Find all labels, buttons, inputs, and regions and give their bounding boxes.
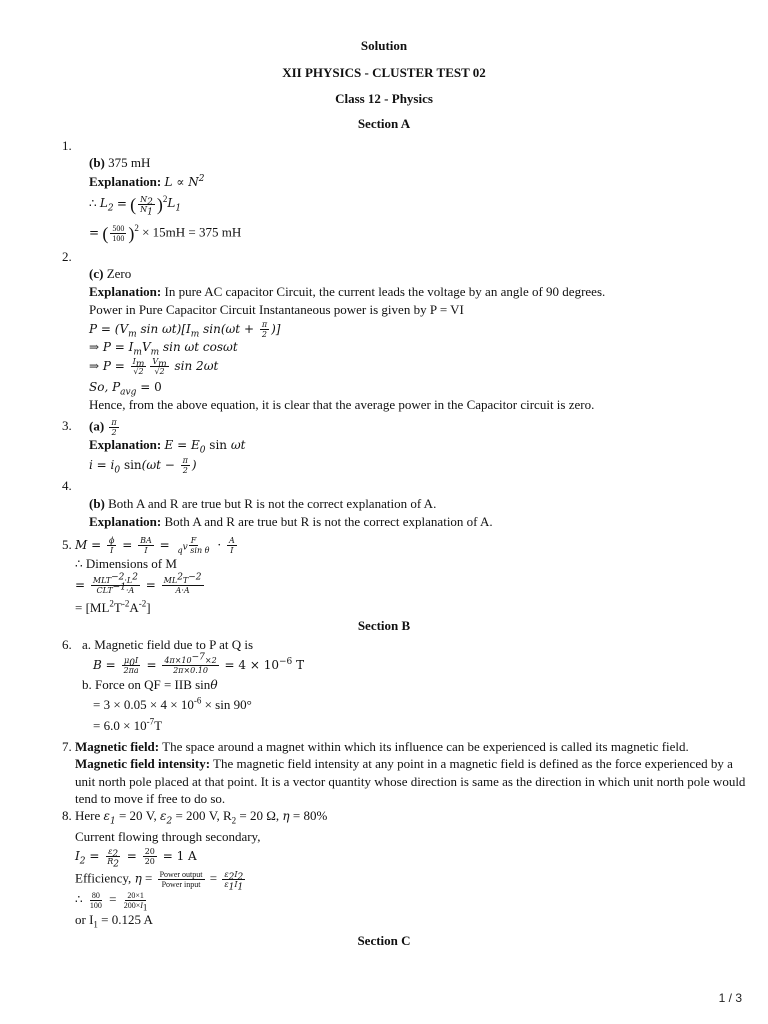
- q3-explanation: Explanation: $E = E_0$ sin ωt: [89, 437, 246, 456]
- q7-line3: unit north pole placed at that point. It is a vector quantity whose direction is same as the direction in which unit north pole would: [75, 774, 746, 789]
- q2-eq1: $P = (V_m$ $\sin \omega t)[I_m$ sin(ωt + $\frac{\pi}{2}$ )]: [89, 320, 281, 340]
- q8-current-eq: $I_2$ = $\frac{\varepsilon_2}{R_2}$ = $\frac{20}{20}$ = 1 A: [75, 847, 197, 870]
- q2-eq4: So, $P_{avg} = 0$: [89, 380, 162, 398]
- class-line: Class 12 - Physics: [335, 91, 433, 106]
- q7-line4: tend to move if free to do so.: [75, 791, 226, 806]
- q2-eq3: ⇒ P = $\frac{I_m}{√2}$ $\frac{V_m}{√2}$ sin 2ωt: [89, 357, 219, 376]
- q6-part-a: a. Magnetic field due to P at Q is: [82, 637, 254, 652]
- q5-result: = $[ML^2T^{-2}A^{-2}]$: [75, 598, 151, 615]
- section-c-heading: Section C: [357, 933, 411, 948]
- q1-answer: (b) 375 mH: [89, 155, 151, 170]
- q6-calc2: = $6.0 \times 10^{-7}T$: [93, 716, 163, 733]
- q6-calc1: = $3 \times 0.05 \times 4 \times 10^{-6} \times \sin 90^\circ$: [93, 695, 252, 712]
- q1-explanation: Explanation: $L \propto N^2$: [89, 174, 205, 189]
- q6-part-b: b. Force on QF = IIB sinθ: [82, 677, 218, 692]
- q8-current-label: Current flowing through secondary,: [75, 829, 261, 844]
- section-a-heading: Section A: [357, 116, 411, 131]
- q8-result: or $I_1 = 0.125$ A: [75, 912, 153, 930]
- section-b-heading: Section B: [357, 618, 411, 633]
- q6-field-eq: B = $\frac{\mu_0I}{2\pi a}$ = $\frac{4\pi\times 10^{-7}\times 2}{2\pi\times 0.10}$ = $4 \times 10^{-6}$ T: [93, 652, 305, 675]
- q4-explanation: Explanation: Both A and R are true but R is not the correct explanation of A.: [89, 514, 493, 529]
- q5-dims-calc: = $\frac{MLT^{-2}\cdot L^2}{CLT^{-1}\cdot A}$ = $\frac{ML^2T^{-2}}{A\cdot A}$: [75, 572, 202, 595]
- q7-line1: 7. Magnetic field: The space around a magnet within which its influence can be experienced is called its magnetic field.: [62, 739, 689, 754]
- q5-dims-label: ∴ Dimensions of M: [75, 556, 177, 571]
- q2-explanation: Explanation: In pure AC capacitor Circuit, the current leads the voltage by an angle of 90 degrees.: [89, 284, 606, 299]
- q3-number: 3.: [62, 418, 72, 433]
- q3-current-eq: $i = i_0$ sin(ωt − $\frac{\pi}{2}$ ): [89, 456, 197, 476]
- q5-formula: 5. M = $\frac{\phi}{I}$ = $\frac{BA}{I}$ = $\frac{F}{q^v \sin \theta}$ · $\frac{A}{I}$: [62, 536, 235, 555]
- q8-given: 8. Here $\varepsilon_1 = 20$ V, $\varepsilon_2 = 200$ V, $R_2 = 20$ Ω, η = 80%: [62, 808, 328, 827]
- q1-formula: ∴ $L_2$ = ( $\frac{N_2}{N_1}$ )$^2L_1$: [89, 194, 182, 218]
- q2-number: 2.: [62, 249, 72, 264]
- q6-number: 6.: [62, 637, 72, 652]
- q2-power-text: Power in Pure Capacitor Circuit Instantaneous power is given by P = VI: [89, 302, 464, 317]
- q7-line2: Magnetic field intensity: The magnetic field intensity at any point in a magnetic field is defined as the force experienced by a: [75, 756, 733, 771]
- q2-eq2: ⇒ $P = I_mV_m$ sin ωt cosωt: [89, 340, 238, 358]
- doc-subtitle: XII PHYSICS - CLUSTER TEST 02: [282, 65, 486, 80]
- q1-calculation: = ( $\frac{500}{100}$ )$^2$ × 15mH = 375 mH: [89, 223, 242, 244]
- doc-title: Solution: [360, 38, 408, 53]
- q3-answer: (a) $\frac{\pi}{2}$: [89, 418, 117, 437]
- q4-answer: (b) Both A and R are true but R is not the correct explanation of A.: [89, 496, 437, 511]
- q8-efficiency-eq: Efficiency, η = $\frac{\text{Power output}}{\text{Power input}}$ = $\frac{\varepsilon_2I_2}{\varepsilon_1I_1}$: [75, 870, 244, 893]
- q2-conclusion: Hence, from the above equation, it is clear that the average power in the Capacitor circuit is zero.: [89, 397, 595, 412]
- q1-number: 1.: [62, 138, 72, 153]
- q2-answer: (c) Zero: [89, 266, 132, 281]
- page-number: 1 / 3: [718, 991, 742, 1005]
- q8-substitution: ∴ $\frac{80}{100}$ = $\frac{20\times 1}{200\times I_1}$: [75, 891, 148, 913]
- q4-number: 4.: [62, 478, 72, 493]
